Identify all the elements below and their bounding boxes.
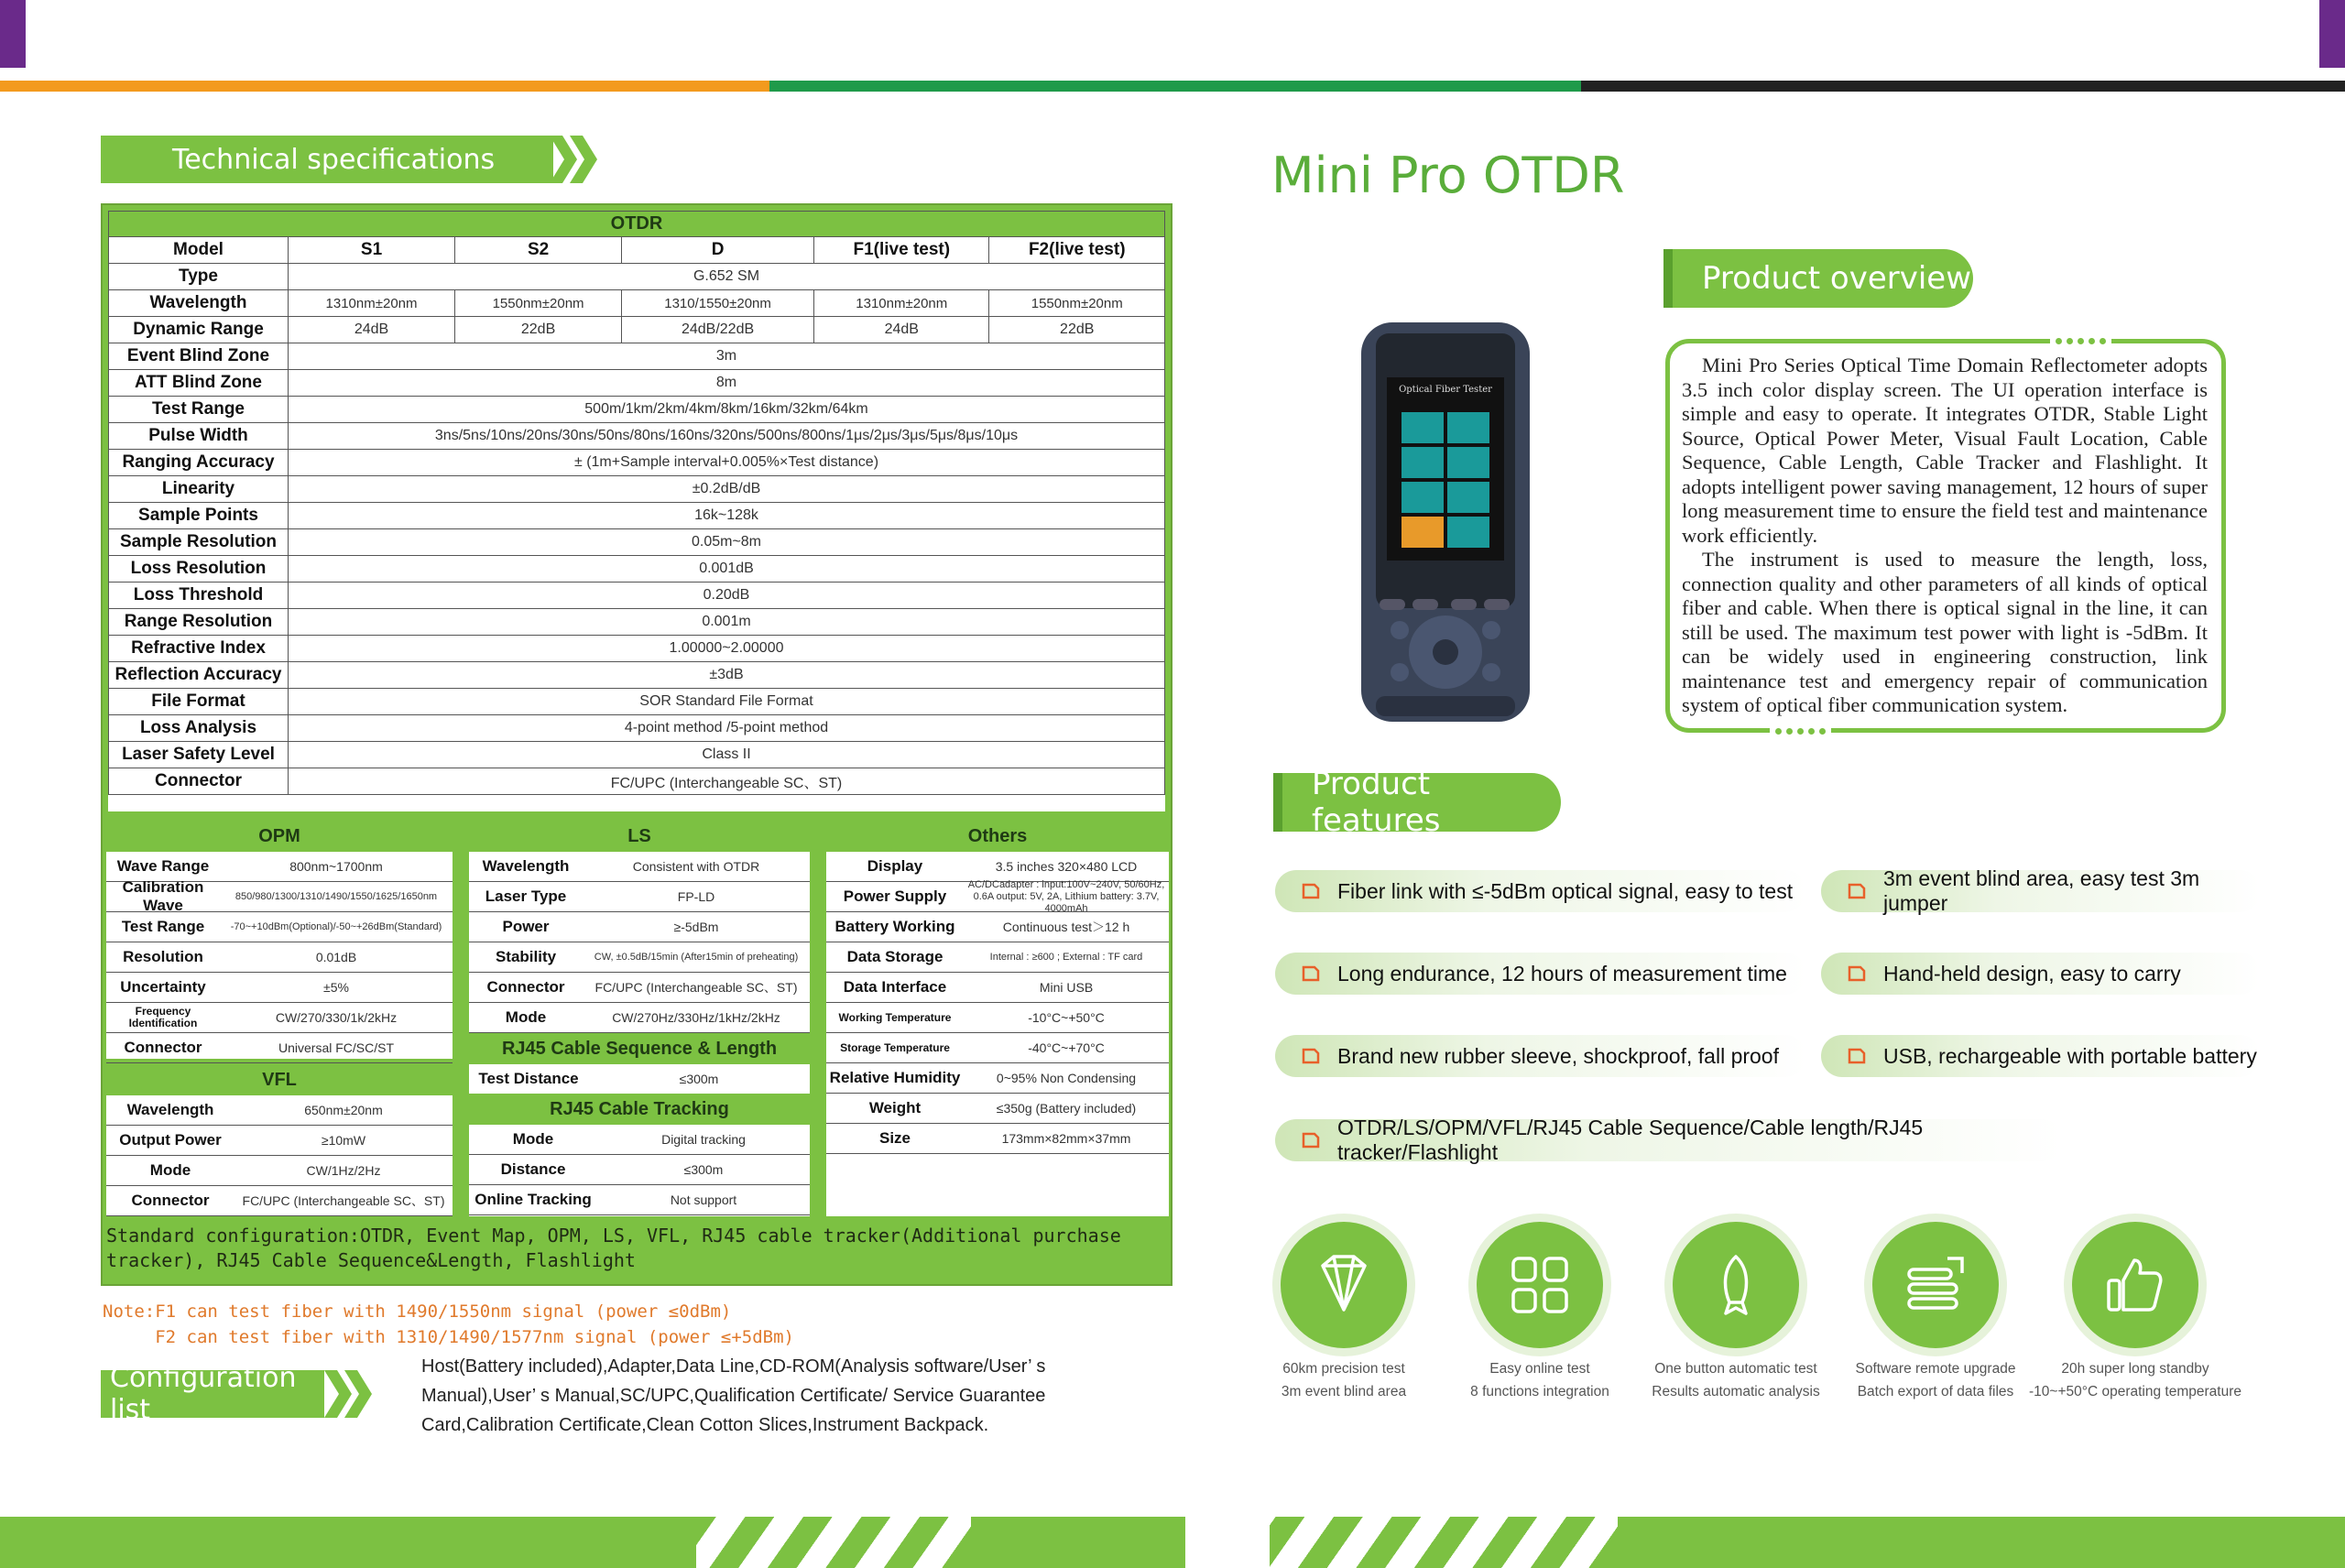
table-row	[469, 1003, 810, 1033]
otdr-row-value: SOR Standard File Format	[289, 689, 1165, 715]
spec-label: Mode	[149, 1161, 191, 1179]
otdr-row-label: Reflection Accuracy	[109, 662, 289, 689]
spec-label: Frequency Identification	[128, 1005, 198, 1029]
spec-value: ≤350g (Battery included)	[996, 1101, 1137, 1116]
rj45-tracking-table	[469, 1094, 810, 1216]
table-row	[826, 1003, 1169, 1033]
otdr-header-model-4: F1(live test)	[814, 237, 989, 264]
table-row	[106, 1156, 453, 1186]
spec-value: Universal FC/SC/ST	[278, 1040, 395, 1055]
table-row	[109, 636, 1165, 662]
otdr-row-label: Ranging Accuracy	[109, 450, 289, 476]
spec-value: FP-LD	[677, 889, 715, 904]
otdr-header-model-3: D	[622, 237, 814, 264]
spec-label: Mode	[512, 1130, 554, 1148]
otdr-row-value: ±0.2dB/dB	[289, 476, 1165, 503]
otdr-header-model-2: S2	[455, 237, 622, 264]
feature-icon-circle	[1872, 1222, 1999, 1348]
otdr-row-label: File Format	[109, 689, 289, 715]
spec-value: ±5%	[323, 980, 349, 995]
table-row	[826, 942, 1169, 973]
feature-icon-circle	[1477, 1222, 1603, 1348]
otdr-row-label: ATT Blind Zone	[109, 370, 289, 397]
spec-label: Calibration Wave	[122, 878, 204, 914]
caption-line-1: 20h super long standby	[2061, 1361, 2209, 1377]
table-row	[109, 397, 1165, 423]
spec-ribbon-label: Technical specifications	[172, 143, 496, 176]
spec-value: Mini USB	[1039, 980, 1094, 995]
table-row	[109, 742, 1165, 768]
spec-ribbon-chevrons	[550, 136, 605, 183]
spec-value: AC/DCadapter : input:100V~240V, 50/60Hz, 0.6A output: 5V, 2A, Lithium battery: 3.7V, 4000mAh	[967, 878, 1165, 914]
otdr-wavelength-cell: 1550nm±20nm	[989, 290, 1165, 317]
feature-item	[1275, 953, 1806, 995]
spec-value: 800nm~1700nm	[289, 859, 383, 874]
feature-text: USB, rechargeable with portable battery	[1883, 1043, 2257, 1068]
spec-label: Output Power	[119, 1131, 222, 1149]
spec-value: 173mm×82mm×37mm	[1001, 1131, 1131, 1146]
table-row	[109, 556, 1165, 583]
otdr-row-label: Loss Analysis	[109, 715, 289, 742]
feature-icon-circle	[1673, 1222, 1799, 1348]
otdr-dynamic_range-cell: 24dB	[814, 317, 989, 343]
spec-value: Internal : ≥600 ; External : TF card	[989, 951, 1143, 963]
otdr-dynamic_range-cell: 24dB/22dB	[622, 317, 814, 343]
table-row	[109, 503, 1165, 529]
feature-bullet-icon	[1847, 881, 1867, 901]
otdr-wavelength-cell: 1550nm±20nm	[455, 290, 622, 317]
config-ribbon	[101, 1362, 324, 1426]
spec-label: Resolution	[123, 948, 203, 965]
otdr-type-label: Type	[109, 264, 289, 290]
spec-label: Laser Type	[485, 887, 567, 905]
spec-label: Display	[867, 857, 923, 875]
table-row	[106, 1033, 453, 1063]
table-row	[106, 1186, 453, 1216]
feature-text: Fiber link with ≤-5dBm optical signal, easy to test	[1337, 878, 1794, 903]
spec-value: FC/UPC (Interchangeable SC、ST)	[242, 1193, 445, 1208]
spec-value: ≥10mW	[321, 1133, 366, 1148]
spec-label: Wave Range	[116, 857, 210, 875]
otdr-dynamic_range-cell: 22dB	[989, 317, 1165, 343]
table-row	[106, 1003, 453, 1033]
spec-value: ≤300m	[679, 1072, 719, 1086]
table-row	[109, 529, 1165, 556]
caption-line-1: Easy online test	[1489, 1361, 1590, 1377]
otdr-table	[108, 211, 1165, 795]
table-row	[826, 912, 1169, 942]
feature-text: Long endurance, 12 hours of measurement time	[1337, 961, 1787, 985]
feature-bullet-icon	[1301, 1046, 1321, 1066]
config-list-text: Host(Battery included),Adapter,Data Line,CD-ROM(Analysis software/User’ s Manual),User’ s Manual,SC/UPC,Qualification Certificate/ Service Guarantee Card,Calibration Certificate,Clean Cotton Slices,Instrument Backpack.	[421, 1356, 1046, 1435]
features-ribbon-label: Product features	[1312, 766, 1441, 839]
opm-table	[106, 821, 453, 1059]
table-row	[826, 878, 1169, 914]
feature-bullet-icon	[1301, 1130, 1321, 1150]
otdr-row-value: Class II	[289, 742, 1165, 768]
feature-icon-circle	[1281, 1222, 1407, 1348]
table-row	[109, 662, 1165, 689]
otdr-row-value: 8m	[289, 370, 1165, 397]
table-row	[109, 343, 1165, 370]
otdr-dynamic_range-label: Dynamic Range	[109, 317, 289, 343]
spec-label: Test Range	[121, 918, 205, 935]
otdr-wavelength-cell: 1310nm±20nm	[289, 290, 455, 317]
spec-label: Online Tracking	[474, 1191, 592, 1208]
table-row	[109, 715, 1165, 742]
feature-item	[1275, 1035, 1806, 1077]
spec-label: Connector	[486, 978, 565, 996]
rj45-sequence-table	[469, 1033, 810, 1094]
others-table	[826, 821, 1169, 1216]
config-ribbon-chevrons	[324, 1370, 379, 1418]
feature-item	[1821, 866, 2261, 915]
otdr-wavelength-cell: 1310nm±20nm	[814, 290, 989, 317]
spec-label: Connector	[131, 1192, 210, 1209]
feature-text: Brand new rubber sleeve, shockproof, fall proof	[1337, 1043, 1779, 1068]
table-row	[469, 1064, 810, 1094]
otdr-row-value: 500m/1km/2km/4km/8km/16km/32km/64km	[289, 397, 1165, 423]
table-row	[469, 882, 810, 912]
bottom-band-left	[0, 1517, 1185, 1568]
otdr-title: OTDR	[109, 212, 1165, 237]
spec-value: -10°C~+50°C	[1028, 1010, 1105, 1025]
otdr-dynamic_range-cell: 24dB	[289, 317, 455, 343]
feature-item	[1275, 870, 1806, 912]
bottom-band-right	[1270, 1517, 2345, 1568]
table-row	[106, 878, 453, 914]
table-row	[106, 973, 453, 1003]
note-line-1: Note:F1 can test fiber with 1490/1550nm signal (power ≤0dBm)	[103, 1301, 732, 1322]
caption-line-2: -10~+50°C operating temperature	[2029, 1384, 2241, 1399]
standard-configuration: Standard configuration:OTDR, Event Map, OPM, LS, VFL, RJ45 cable tracker(Additional purchase tracker), RJ45 Cable Sequence&Length, Flashlight	[106, 1225, 1121, 1271]
rj45-tracking-title: RJ45 Cable Tracking	[469, 1094, 810, 1125]
table-row	[106, 912, 453, 942]
otdr-row-label: Sample Points	[109, 503, 289, 529]
feature-icon-caption	[1821, 1357, 2050, 1403]
table-row	[109, 370, 1165, 397]
caption-line-2: 8 functions integration	[1470, 1384, 1609, 1399]
table-row	[106, 942, 453, 973]
otdr-header-model-1: S1	[289, 237, 455, 264]
feature-icon-circle	[2072, 1222, 2198, 1348]
spec-value: Continuous test＞12 h	[1002, 920, 1130, 934]
spec-label: Mode	[505, 1008, 547, 1026]
table-row	[109, 768, 1165, 795]
spec-value: 850/980/1300/1310/1490/1550/1625/1650nm	[234, 890, 438, 902]
table-row	[109, 689, 1165, 715]
spec-value: CW/1Hz/2Hz	[306, 1163, 381, 1178]
feature-bullet-icon	[1301, 964, 1321, 984]
otdr-row-value: 4-point method /5-point method	[289, 715, 1165, 742]
otdr-row-label: Range Resolution	[109, 609, 289, 636]
feature-bullet-icon	[1847, 1046, 1867, 1066]
otdr-header-model-5: F2(live test)	[989, 237, 1165, 264]
feature-item	[1821, 1035, 2261, 1077]
caption-line-2: 3m event blind area	[1281, 1384, 1407, 1399]
device-screen-title: Optical Fiber Tester	[1399, 385, 1492, 395]
table-row	[469, 852, 810, 882]
table-row	[826, 1124, 1169, 1154]
spec-value: Consistent with OTDR	[632, 859, 760, 874]
otdr-dynamic_range-cell: 22dB	[455, 317, 622, 343]
spec-label: Battery Working	[834, 918, 955, 935]
spec-label: Uncertainty	[120, 978, 206, 996]
opm-title: OPM	[106, 821, 453, 852]
table-row	[109, 609, 1165, 636]
overview-paragraph-2: The instrument is used to measure the length, loss, connection quality and other parameters of all kinds of optical fiber and cable. When there is optical signal in the line, it can still be used. The maximum test power with light is -5dBm. It can be widely used in engineering construction, link maintenance test and emergency repair of communication system of optical fiber communication system.	[1682, 548, 2208, 716]
feature-item	[1275, 1116, 2063, 1164]
otdr-row-value: ±3dB	[289, 662, 1165, 689]
table-row	[469, 1125, 810, 1155]
spec-value: 0.01dB	[315, 950, 357, 964]
spec-label: Storage Temperature	[840, 1040, 950, 1054]
caption-line-1: One button automatic test	[1654, 1361, 1817, 1377]
spec-label: Relative Humidity	[829, 1069, 961, 1086]
table-row	[826, 973, 1169, 1003]
top-color-bar	[0, 81, 2345, 92]
upgrade-icon	[1903, 1253, 1968, 1317]
spec-value: Not support	[670, 1192, 737, 1207]
otdr-wavelength-cell: 1310/1550±20nm	[622, 290, 814, 317]
grid-icon	[1508, 1253, 1572, 1317]
otdr-row-value: FC/UPC (Interchangeable SC、ST)	[289, 768, 1165, 795]
features-ribbon	[1273, 766, 1561, 839]
otdr-row-label: Connector	[109, 768, 289, 795]
otdr-header-model: Model	[109, 237, 289, 264]
product-title: Mini Pro OTDR	[1271, 147, 1625, 204]
dots-decoration	[2050, 338, 2111, 344]
table-row	[106, 1126, 453, 1156]
spec-label: Wavelength	[482, 857, 570, 875]
feature-icon-caption	[2021, 1357, 2250, 1403]
spec-value: Digital tracking	[661, 1132, 746, 1147]
corner-decoration-left	[0, 0, 26, 68]
overview-text	[1682, 354, 2208, 718]
otdr-row-value: 16k~128k	[289, 503, 1165, 529]
spec-label: Weight	[868, 1099, 922, 1116]
otdr-row-value: 3ns/5ns/10ns/20ns/30ns/50ns/80ns/160ns/320ns/500ns/800ns/1μs/2μs/3μs/5μs/8μs/10μs	[289, 423, 1165, 450]
spec-label: Working Temperature	[838, 1010, 952, 1024]
table-row	[826, 1094, 1169, 1124]
feature-text: 3m event blind area, easy test 3m jumper	[1883, 866, 2200, 915]
table-row	[106, 1095, 453, 1126]
otdr-row-value: 0.20dB	[289, 583, 1165, 609]
spec-label: Stability	[495, 948, 557, 965]
others-title: Others	[826, 821, 1169, 852]
feature-icon-caption	[1229, 1357, 1458, 1403]
note	[103, 1299, 794, 1350]
table-row	[469, 912, 810, 942]
table-row	[469, 1155, 810, 1185]
feature-bullet-icon	[1847, 964, 1867, 984]
spec-value: -70~+10dBm(Optional)/-50~+26dBm(Standard)	[230, 920, 442, 932]
otdr-type-value: G.652 SM	[289, 264, 1165, 290]
otdr-row-value: 3m	[289, 343, 1165, 370]
feature-item	[1821, 953, 2261, 995]
spec-value: ≥-5dBm	[673, 920, 719, 934]
note-line-2: F2 can test fiber with 1310/1490/1577nm signal (power ≤+5dBm)	[103, 1327, 794, 1347]
otdr-row-label: Laser Safety Level	[109, 742, 289, 768]
table-row	[826, 852, 1169, 882]
config-ribbon-label: Configuration list	[110, 1362, 297, 1426]
rocket-icon	[1704, 1253, 1768, 1317]
spec-ribbon	[101, 136, 553, 183]
otdr-wavelength-label: Wavelength	[109, 290, 289, 317]
spec-label: Wavelength	[126, 1101, 214, 1118]
spec-value: ≤300m	[683, 1162, 724, 1177]
spec-label: Power	[502, 918, 550, 935]
spec-value: FC/UPC (Interchangeable SC、ST)	[594, 980, 798, 995]
spec-value: -40°C~+70°C	[1028, 1040, 1105, 1055]
spec-value: CW/270/330/1k/2kHz	[275, 1010, 398, 1025]
vfl-title: VFL	[106, 1064, 453, 1095]
feature-text: Hand-held design, easy to carry	[1883, 961, 2181, 985]
vfl-table	[106, 1064, 453, 1216]
table-row	[469, 942, 810, 973]
overview-ribbon	[1663, 249, 1973, 308]
caption-line-2: Results automatic analysis	[1652, 1384, 1820, 1399]
spec-value: CW, ±0.5dB/15min (After15min of preheating)	[594, 951, 799, 963]
table-row	[469, 973, 810, 1003]
otdr-row-label: Linearity	[109, 476, 289, 503]
caption-line-1: 60km precision test	[1282, 1361, 1405, 1377]
otdr-row-value: 0.05m~8m	[289, 529, 1165, 556]
feature-text: OTDR/LS/OPM/VFL/RJ45 Cable Sequence/Cable length/RJ45 tracker/Flashlight	[1337, 1116, 1924, 1164]
overview-paragraph-1: Mini Pro Series Optical Time Domain Reflectometer adopts 3.5 inch color display screen. The UI operation interface is simple and easy to operate. It integrates OTDR, Stable Light Source, Optical Power Meter, Visual Fault Location, Cable Sequence, Cable Length, Cable Tracker and Flashlight. It adopts intelligent power saving management, 12 hours of super long measurement time to ensure the field test and maintenance work efficiently.	[1682, 354, 2208, 547]
otdr-row-label: Refractive Index	[109, 636, 289, 662]
table-row	[109, 583, 1165, 609]
spec-value: CW/270Hz/330Hz/1kHz/2kHz	[612, 1010, 780, 1025]
otdr-row-value: ± (1m+Sample interval+0.005%×Test distance)	[289, 450, 1165, 476]
spec-value: 3.5 inches 320×480 LCD	[995, 859, 1138, 874]
spec-label: Size	[878, 1129, 911, 1147]
spec-label: Power Supply	[843, 887, 947, 905]
spec-table-panel	[101, 203, 1172, 1286]
table-row	[109, 423, 1165, 450]
caption-line-2: Batch export of data files	[1857, 1384, 2014, 1399]
otdr-row-label: Sample Resolution	[109, 529, 289, 556]
table-row	[469, 1185, 810, 1215]
otdr-row-value: 0.001m	[289, 609, 1165, 636]
feature-bullet-icon	[1301, 881, 1321, 901]
table-row	[826, 1033, 1169, 1063]
ls-title: LS	[469, 821, 810, 852]
spec-value: 0~95% Non Condensing	[996, 1071, 1137, 1085]
feature-icon-caption	[1425, 1357, 1654, 1403]
table-row	[109, 450, 1165, 476]
ls-table	[469, 821, 810, 1033]
dots-decoration	[1770, 728, 1831, 735]
otdr-row-value: 0.001dB	[289, 556, 1165, 583]
spec-label: Data Storage	[846, 948, 943, 965]
overview-ribbon-label: Product overview	[1702, 260, 1972, 297]
spec-label: Distance	[500, 1160, 566, 1178]
otdr-row-value: 1.00000~2.00000	[289, 636, 1165, 662]
thumbs-up-icon	[2103, 1253, 2167, 1317]
corner-decoration-right	[2319, 0, 2345, 68]
otdr-row-label: Pulse Width	[109, 423, 289, 450]
rj45-sequence-title: RJ45 Cable Sequence & Length	[469, 1033, 810, 1064]
spec-label: Connector	[124, 1039, 202, 1056]
table-row	[826, 1063, 1169, 1094]
spec-value: 650nm±20nm	[304, 1103, 383, 1117]
otdr-row-label: Loss Resolution	[109, 556, 289, 583]
otdr-row-label: Test Range	[109, 397, 289, 423]
feature-icon-caption	[1621, 1357, 1850, 1403]
otdr-row-label: Event Blind Zone	[109, 343, 289, 370]
table-row	[109, 476, 1165, 503]
caption-line-1: Software remote upgrade	[1855, 1361, 2016, 1377]
spec-label: Test Distance	[478, 1070, 579, 1087]
spec-label: Data Interface	[843, 978, 947, 996]
device-image	[1356, 321, 1535, 724]
diamond-icon	[1312, 1253, 1376, 1317]
otdr-row-label: Loss Threshold	[109, 583, 289, 609]
